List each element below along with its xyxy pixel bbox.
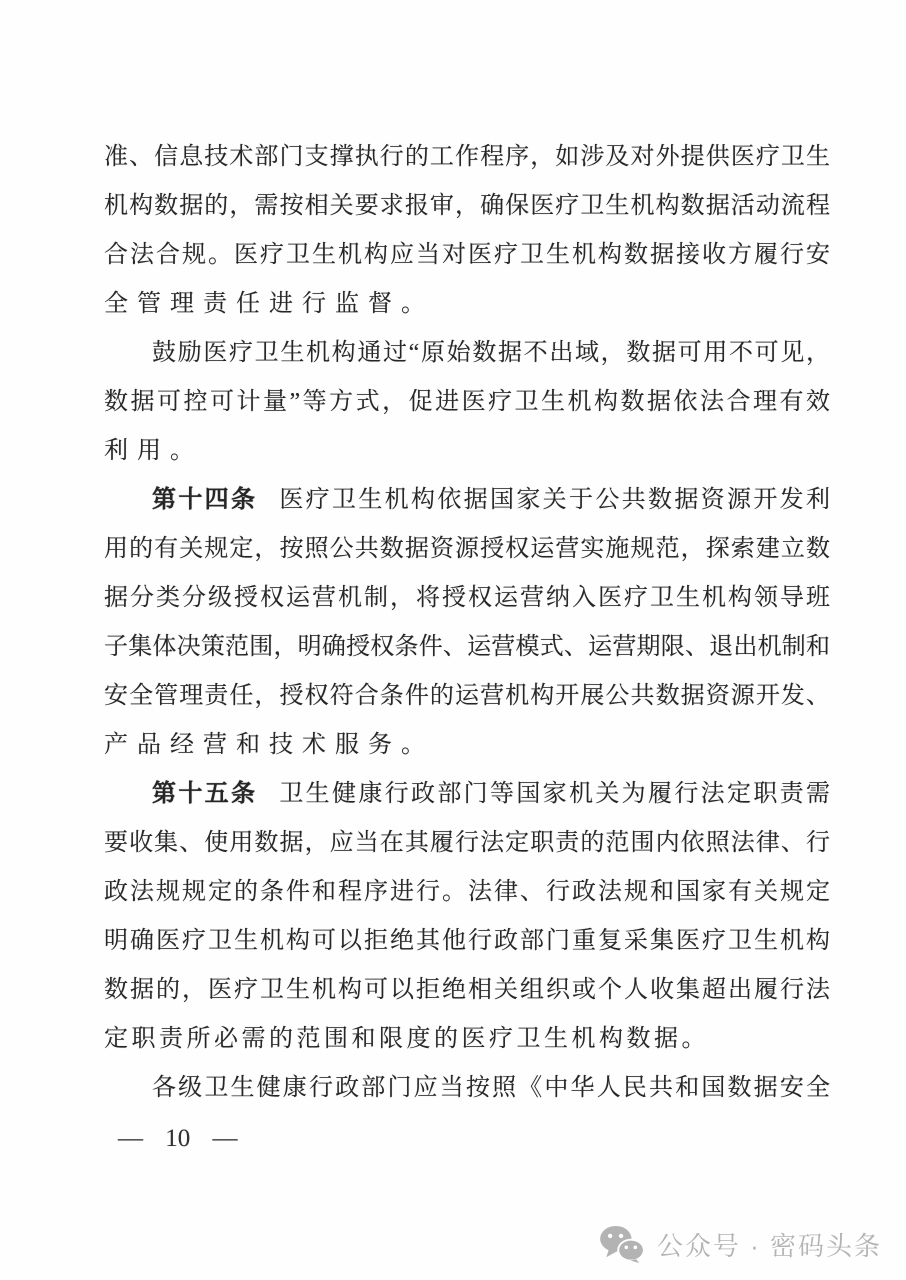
text-line bbox=[104, 133, 830, 182]
line-text: 全管理责任进行监督。 bbox=[104, 291, 434, 317]
line-text: 明确医疗卫生机构可以拒绝其他行政部门重复采集医疗卫生机构 bbox=[104, 928, 830, 954]
document-body bbox=[104, 133, 830, 1113]
wechat-watermark bbox=[599, 1222, 882, 1266]
line-text: 利用。 bbox=[104, 438, 203, 464]
article-number: 第十五条 bbox=[152, 781, 258, 807]
text-line bbox=[104, 1064, 830, 1113]
line-text: 安全管理责任，授权符合条件的运营机构开展公共数据资源开发、 bbox=[104, 683, 830, 709]
text-line bbox=[104, 672, 830, 721]
text-line bbox=[104, 770, 830, 819]
line-text: 产品经营和技术服务。 bbox=[104, 732, 434, 758]
line-text: 合法合规。医疗卫生机构应当对医疗卫生机构数据接收方履行安 bbox=[104, 242, 830, 268]
article-number: 第十四条 bbox=[152, 487, 258, 513]
text-line bbox=[104, 329, 830, 378]
line-text: 定职责所必需的范围和限度的医疗卫生机构数据。 bbox=[104, 1026, 709, 1052]
text-line bbox=[104, 182, 830, 231]
line-text: 鼓励医疗卫生机构通过“原始数据不出域，数据可用不可见， bbox=[152, 340, 830, 366]
line-text: 据分类分级授权运营机制，将授权运营纳入医疗卫生机构领导班 bbox=[104, 585, 830, 611]
text-line bbox=[104, 721, 830, 770]
line-text: 政法规规定的条件和程序进行。法律、行政法规和国家有关规定 bbox=[104, 879, 830, 905]
text-line bbox=[104, 623, 830, 672]
text-line bbox=[104, 231, 830, 280]
text-line bbox=[104, 966, 830, 1015]
text-line bbox=[104, 574, 830, 623]
text-line bbox=[104, 1015, 830, 1064]
text-line bbox=[104, 868, 830, 917]
line-text: 医疗卫生机构依据国家关于公共数据资源开发利 bbox=[279, 487, 831, 513]
line-text: 要收集、使用数据，应当在其履行法定职责的范围内依照法律、行 bbox=[104, 830, 830, 856]
line-text: 数据可控可计量”等方式，促进医疗卫生机构数据依法合理有效 bbox=[104, 389, 830, 415]
text-line bbox=[104, 378, 830, 427]
text-line bbox=[104, 280, 830, 329]
text-line bbox=[104, 427, 830, 476]
page-number: — 10 — bbox=[118, 1125, 238, 1152]
line-text: 卫生健康行政部门等国家机关为履行法定职责需 bbox=[279, 781, 831, 807]
text-line bbox=[104, 476, 830, 525]
line-text: 子集体决策范围，明确授权条件、运营模式、运营期限、退出机制和 bbox=[104, 634, 830, 660]
line-text: 用的有关规定，按照公共数据资源授权运营实施规范，探索建立数 bbox=[104, 536, 830, 562]
text-line bbox=[104, 917, 830, 966]
line-text: 机构数据的，需按相关要求报审，确保医疗卫生机构数据活动流程 bbox=[104, 193, 830, 219]
text-line bbox=[104, 819, 830, 868]
wechat-icon bbox=[599, 1225, 645, 1263]
line-text: 各级卫生健康行政部门应当按照《中华人民共和国数据安全 bbox=[152, 1075, 830, 1101]
line-text: 数据的，医疗卫生机构可以拒绝相关组织或个人收集超出履行法 bbox=[104, 977, 830, 1003]
text-line bbox=[104, 525, 830, 574]
line-text: 准、信息技术部门支撑执行的工作程序，如涉及对外提供医疗卫生 bbox=[104, 144, 830, 170]
watermark-text: 公众号 · 密码头条 bbox=[656, 1230, 882, 1261]
